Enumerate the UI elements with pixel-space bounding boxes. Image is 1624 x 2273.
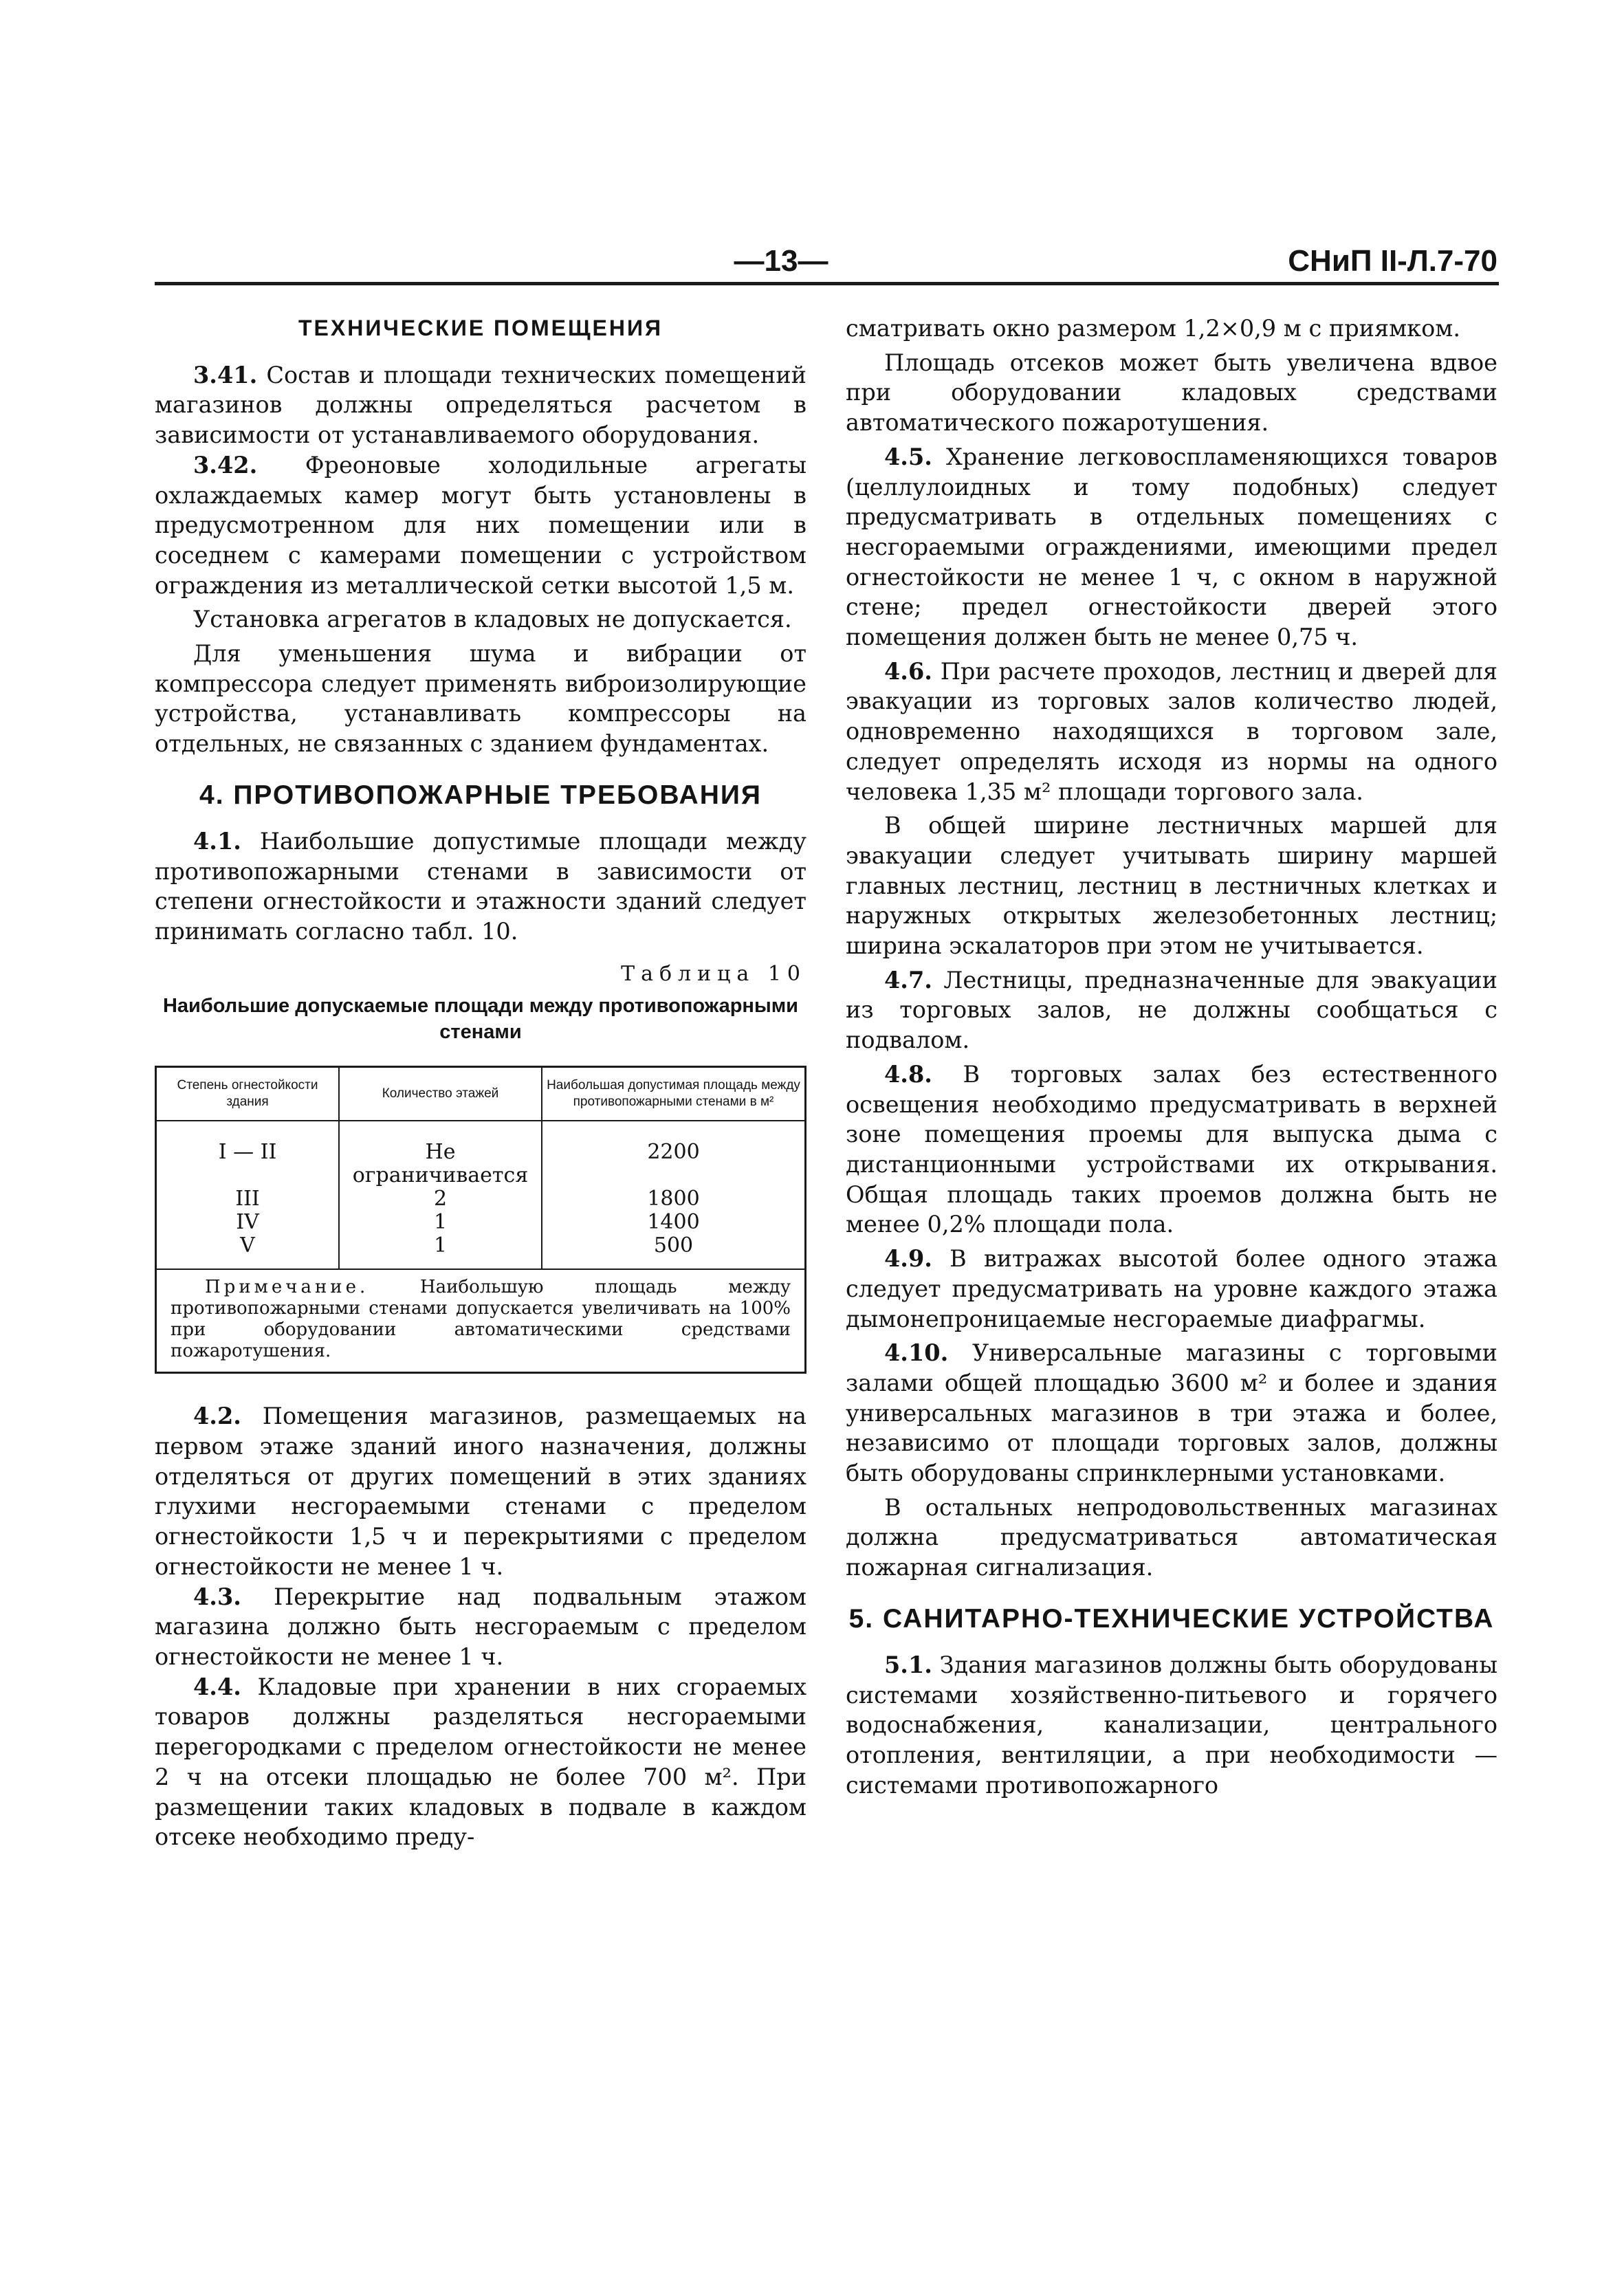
clause-number: 4.5. (884, 443, 932, 470)
clause-text: Кладовые при хранении в них сгораемых товаров должны разделяться несгораемыми перегородками с пределом огнестойкости не менее 2 ч на отсеки площадью не более 700 м². При размещении таких кладовых в подвале в каждом отсеке необходимо преду- (155, 1673, 806, 1851)
clause-text: Здания магазинов должны быть оборудованы системами хозяйственно-питьевого и горячего водоснабжения, канализации, центрального отопления, вентиляции, а при необходимости — системами противопожарного (846, 1651, 1497, 1799)
clause-text: Лестницы, предназначенные для эвакуации из торговых залов, не должны сообщаться с подвалом. (846, 966, 1497, 1054)
table-cell: I — II (218, 1140, 277, 1165)
section-heading-technical-rooms: ТЕХНИЧЕСКИЕ ПОМЕЩЕНИЯ (298, 316, 663, 340)
table-cell: III (235, 1187, 260, 1211)
clause-text: Наибольшие допустимые площади между противопожарными стенами в зависимости от степени огнестойкости и этажности зданий следует принимать согласно табл. 10. (155, 827, 806, 945)
table-row (157, 1187, 804, 1211)
header-rule (155, 282, 1499, 285)
paragraph-4-1 (155, 826, 806, 947)
table-caption: Таблица 10 (621, 961, 806, 986)
table-row (157, 1211, 804, 1234)
paragraph-3-42 (155, 450, 806, 601)
paragraph: В остальных непродовольственных магазинах должна предусматриваться автоматическая пожарная сигнализация. (846, 1493, 1497, 1581)
table-header-cell: Степень огнестойкости здания (157, 1068, 339, 1121)
table-row (157, 1234, 804, 1269)
paragraph-4-4 (155, 1672, 806, 1852)
table-cell: 500 (542, 1234, 804, 1269)
clause-number: 4.8. (884, 1060, 932, 1088)
table-cell: 1 (339, 1234, 542, 1269)
paragraph: В общей ширине лестничных маршей для эвакуации следует учитывать ширину маршей главных лестниц, лестниц в лестничных клетках и наружных открытых железобетонных лестниц; ширина эскалаторов при этом не учитывается. (846, 812, 1497, 960)
clause-text: Хранение легковоспламеняющихся товаров (целлулоидных и тому подобных) следует предусматривать в отдельных помещениях с несгораемыми ограждениями, имеющими предел огнестойкости не менее 1 ч, с окном в наружной стене; предел огнестойкости дверей этого помещения должен быть не менее 0,75 ч. (846, 443, 1497, 651)
left-column (155, 314, 806, 1852)
clause-text: При расчете проходов, лестниц и дверей для эвакуации из торговых залов количество людей, одновременно находящихся в торговом зале, следует определять исходя из нормы на одного человека 1,35 м² площади торгового зала. (846, 657, 1497, 805)
clause-number: 3.41. (193, 361, 258, 388)
clause-text: Перекрытие над подвальным этажом магазина должно быть несгораемым с пределом огнестойкости не менее 1 ч. (155, 1583, 806, 1670)
table-cell: 1400 (542, 1211, 804, 1234)
table-note (157, 1269, 804, 1372)
table-cell: IV (236, 1210, 259, 1235)
clause-number: 4.10. (884, 1339, 949, 1367)
page-number: —13— (734, 244, 829, 278)
table-header-cell: Наибольшая допустимая площадь между противопожарными стенами в м² (542, 1068, 804, 1121)
table-row (157, 1121, 804, 1187)
clause-number: 5.1. (884, 1651, 932, 1678)
table-header-cell: Количество этажей (339, 1068, 542, 1121)
paragraph-4-5 (846, 442, 1497, 652)
paragraph-5-1 (846, 1650, 1497, 1801)
table-title: Наибольшие допускаемые площади между противопожарными стенами (162, 995, 798, 1044)
table-cell: Не ограничивается (339, 1121, 542, 1187)
paragraph-4-3 (155, 1582, 806, 1672)
paragraph-continued: сматривать окно размером 1,2×0,9 м с приямком. (846, 315, 1460, 342)
table-cell: 1 (339, 1211, 542, 1234)
clause-number: 4.3. (193, 1583, 241, 1610)
clause-text: Универсальные магазины с торговыми залами общей площадью 3600 м² и более и здания универсальных магазинов в три этажа и более, независимо от площади торговых залов, должны быть оборудованы спринклерными установками. (846, 1339, 1497, 1487)
paragraph: Установка агрегатов в кладовых не допускается. (193, 606, 792, 633)
clause-number: 4.6. (884, 657, 932, 685)
paragraph-4-6 (846, 657, 1497, 807)
paragraph-4-7 (846, 965, 1497, 1055)
table-note-text: Наибольшую площадь между противопожарными стенами допускается увеличивать на 100% при оборудовании автоматическими средствами пожаротушения. (171, 1277, 791, 1362)
table-cell: 2 (339, 1187, 542, 1211)
clause-text: В витражах высотой более одного этажа следует предусматривать на уровне каждого этажа дымонепроницаемые несгораемые диафрагмы. (846, 1245, 1497, 1332)
clause-number: 4.4. (193, 1673, 241, 1700)
table-cell: 1800 (542, 1187, 804, 1211)
clause-text: В торговых залах без естественного освещения необходимо предусматривать в верхней зоне помещения проемы для выпуска дыма с дистанционными устройствами их открывания. Общая площадь таких проемов должна быть не менее 0,2% площади пола. (846, 1060, 1497, 1238)
section-heading-sanitary: 5. САНИТАРНО-ТЕХНИЧЕСКИЕ УСТРОЙСТВА (848, 1603, 1495, 1634)
right-column (846, 314, 1497, 1800)
clause-number: 4.2. (193, 1403, 241, 1430)
clause-number: 3.42. (193, 451, 258, 479)
table-cell: V (240, 1233, 255, 1258)
paragraph-4-2 (155, 1401, 806, 1581)
clause-text: Фреоновые холодильные агрегаты охлаждаемых камер могут быть установлены в предусмотренном для них помещении или в соседнем с камерами помещении с устройством ограждения из металлической сетки высотой 1,5 м. (155, 451, 806, 599)
paragraph-4-9 (846, 1244, 1497, 1334)
clause-number: 4.1. (193, 827, 241, 855)
table-note-label: Примечание. (205, 1277, 369, 1298)
document-code: СНиП II-Л.7-70 (1288, 244, 1497, 278)
paragraph: Для уменьшения шума и вибрации от компрессора следует применять виброизолирующие устройства, устанавливать компрессоры на отдельных, не связанных с зданием фундаментах. (155, 640, 806, 758)
paragraph: Площадь отсеков может быть увеличена вдвое при оборудовании кладовых средствами автоматического пожаротушения. (846, 349, 1497, 437)
paragraph-4-10 (846, 1338, 1497, 1489)
clause-number: 4.9. (884, 1245, 932, 1273)
section-heading-fire-requirements: 4. ПРОТИВОПОЖАРНЫЕ ТРЕБОВАНИЯ (199, 780, 762, 810)
table-cell: 2200 (542, 1121, 804, 1187)
paragraph-4-8 (846, 1059, 1497, 1240)
table-header-row (157, 1068, 804, 1121)
clause-number: 4.7. (884, 966, 932, 993)
clause-text: Состав и площади технических помещений магазинов должны определяться расчетом в зависимости от устанавливаемого оборудования. (155, 361, 806, 449)
paragraph-3-41 (155, 360, 806, 450)
fire-wall-area-table (155, 1066, 806, 1374)
clause-text: Помещения магазинов, размещаемых на первом этаже зданий иного назначения, должны отделяться от других помещений в этих зданиях глухими несгораемыми стенами с пределом огнестойкости 1,5 ч и перекрытиями с пределом огнестойкости не менее 1 ч. (155, 1403, 806, 1580)
